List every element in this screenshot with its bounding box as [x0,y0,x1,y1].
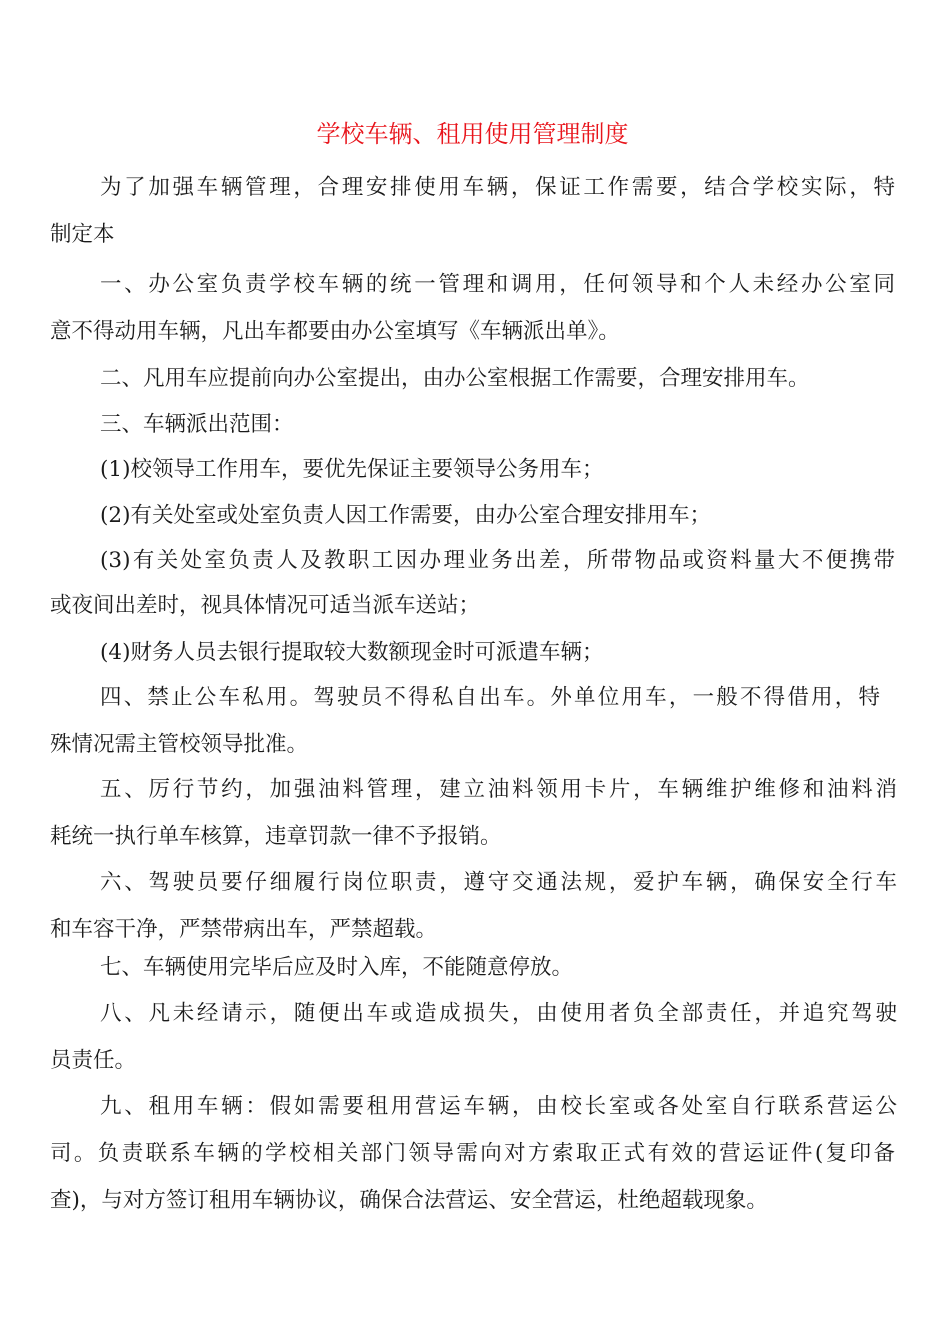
paragraph-line: (4)财务人员去银行提取较大数额现金时可派遣车辆； [100,640,604,665]
paragraph-line: 司。负责联系车辆的学校相关部门领导需向对方索取正式有效的营运证件(复印备 [50,1141,895,1166]
paragraph-sub-2 [50,492,895,539]
paragraph-line: 制定本 [50,222,115,247]
paragraph-line: (3)有关处室负责人及教职工因办理业务出差，所带物品或资料量大不便携带 [100,548,895,573]
paragraph-item-9 [50,1083,895,1224]
paragraph-item-1 [50,261,895,355]
paragraph-item-2 [50,355,895,402]
paragraph-line: 八、凡未经请示，随便出车或造成损失，由使用者负全部责任，并追究驾驶 [100,1001,897,1026]
paragraph-line: 四、禁止公车私用。驾驶员不得私自出车。外单位用车，一般不得借用，特 [100,685,880,710]
paragraph-sub-1 [50,446,895,493]
paragraph-line: (1)校领导工作用车，要优先保证主要领导公务用车； [100,457,604,482]
paragraph-item-4 [50,674,895,768]
paragraph-line: 殊情况需主管校领导批准。 [50,732,309,757]
paragraph-line: 五、厉行节约，加强油料管理，建立油料领用卡片，车辆维护维修和油料消 [100,777,897,802]
paragraph-line: 二、凡用车应提前向办公室提出，由办公室根据工作需要，合理安排用车。 [100,366,810,391]
document-title: 学校车辆、租用使用管理制度 [316,120,629,148]
paragraph-line: 或夜间出差时，视具体情况可适当派车送站； [50,593,481,618]
paragraph-line: 意不得动用车辆，凡出车都要由办公室填写《车辆派出单》。 [50,319,620,344]
paragraph-intro [50,164,895,258]
paragraph-line: 七、车辆使用完毕后应及时入库，不能随意停放。 [100,955,574,980]
paragraph-line: 为了加强车辆管理，合理安排使用车辆，保证工作需要，结合学校实际，特 [100,175,895,200]
paragraph-line: 六、驾驶员要仔细履行岗位职责，遵守交通法规，爱护车辆，确保安全行车 [100,870,897,895]
paragraph-item-5 [50,766,895,860]
paragraph-sub-3 [50,537,895,629]
paragraph-line: 三、车辆派出范围： [100,412,294,437]
paragraph-line: (2)有关处室或处室负责人因工作需要，由办公室合理安排用车； [100,503,711,528]
paragraph-item-6 [50,859,895,953]
paragraph-line: 耗统一执行单车核算，违章罚款一律不予报销。 [50,824,502,849]
paragraph-item-3 [50,401,895,448]
paragraph-sub-4 [50,629,895,676]
paragraph-item-7 [50,944,895,991]
paragraph-line: 员责任。 [50,1048,137,1073]
paragraph-line: 查)，与对方签订租用车辆协议，确保合法营运、安全营运，杜绝超载现象。 [50,1188,768,1213]
paragraph-line: 和车容干净，严禁带病出车，严禁超载。 [50,917,438,942]
paragraph-line: 一、办公室负责学校车辆的统一管理和调用，任何领导和个人未经办公室同 [100,272,895,297]
paragraph-line: 九、租用车辆：假如需要租用营运车辆，由校长室或各处室自行联系营运公 [100,1094,897,1119]
paragraph-item-8 [50,990,895,1084]
